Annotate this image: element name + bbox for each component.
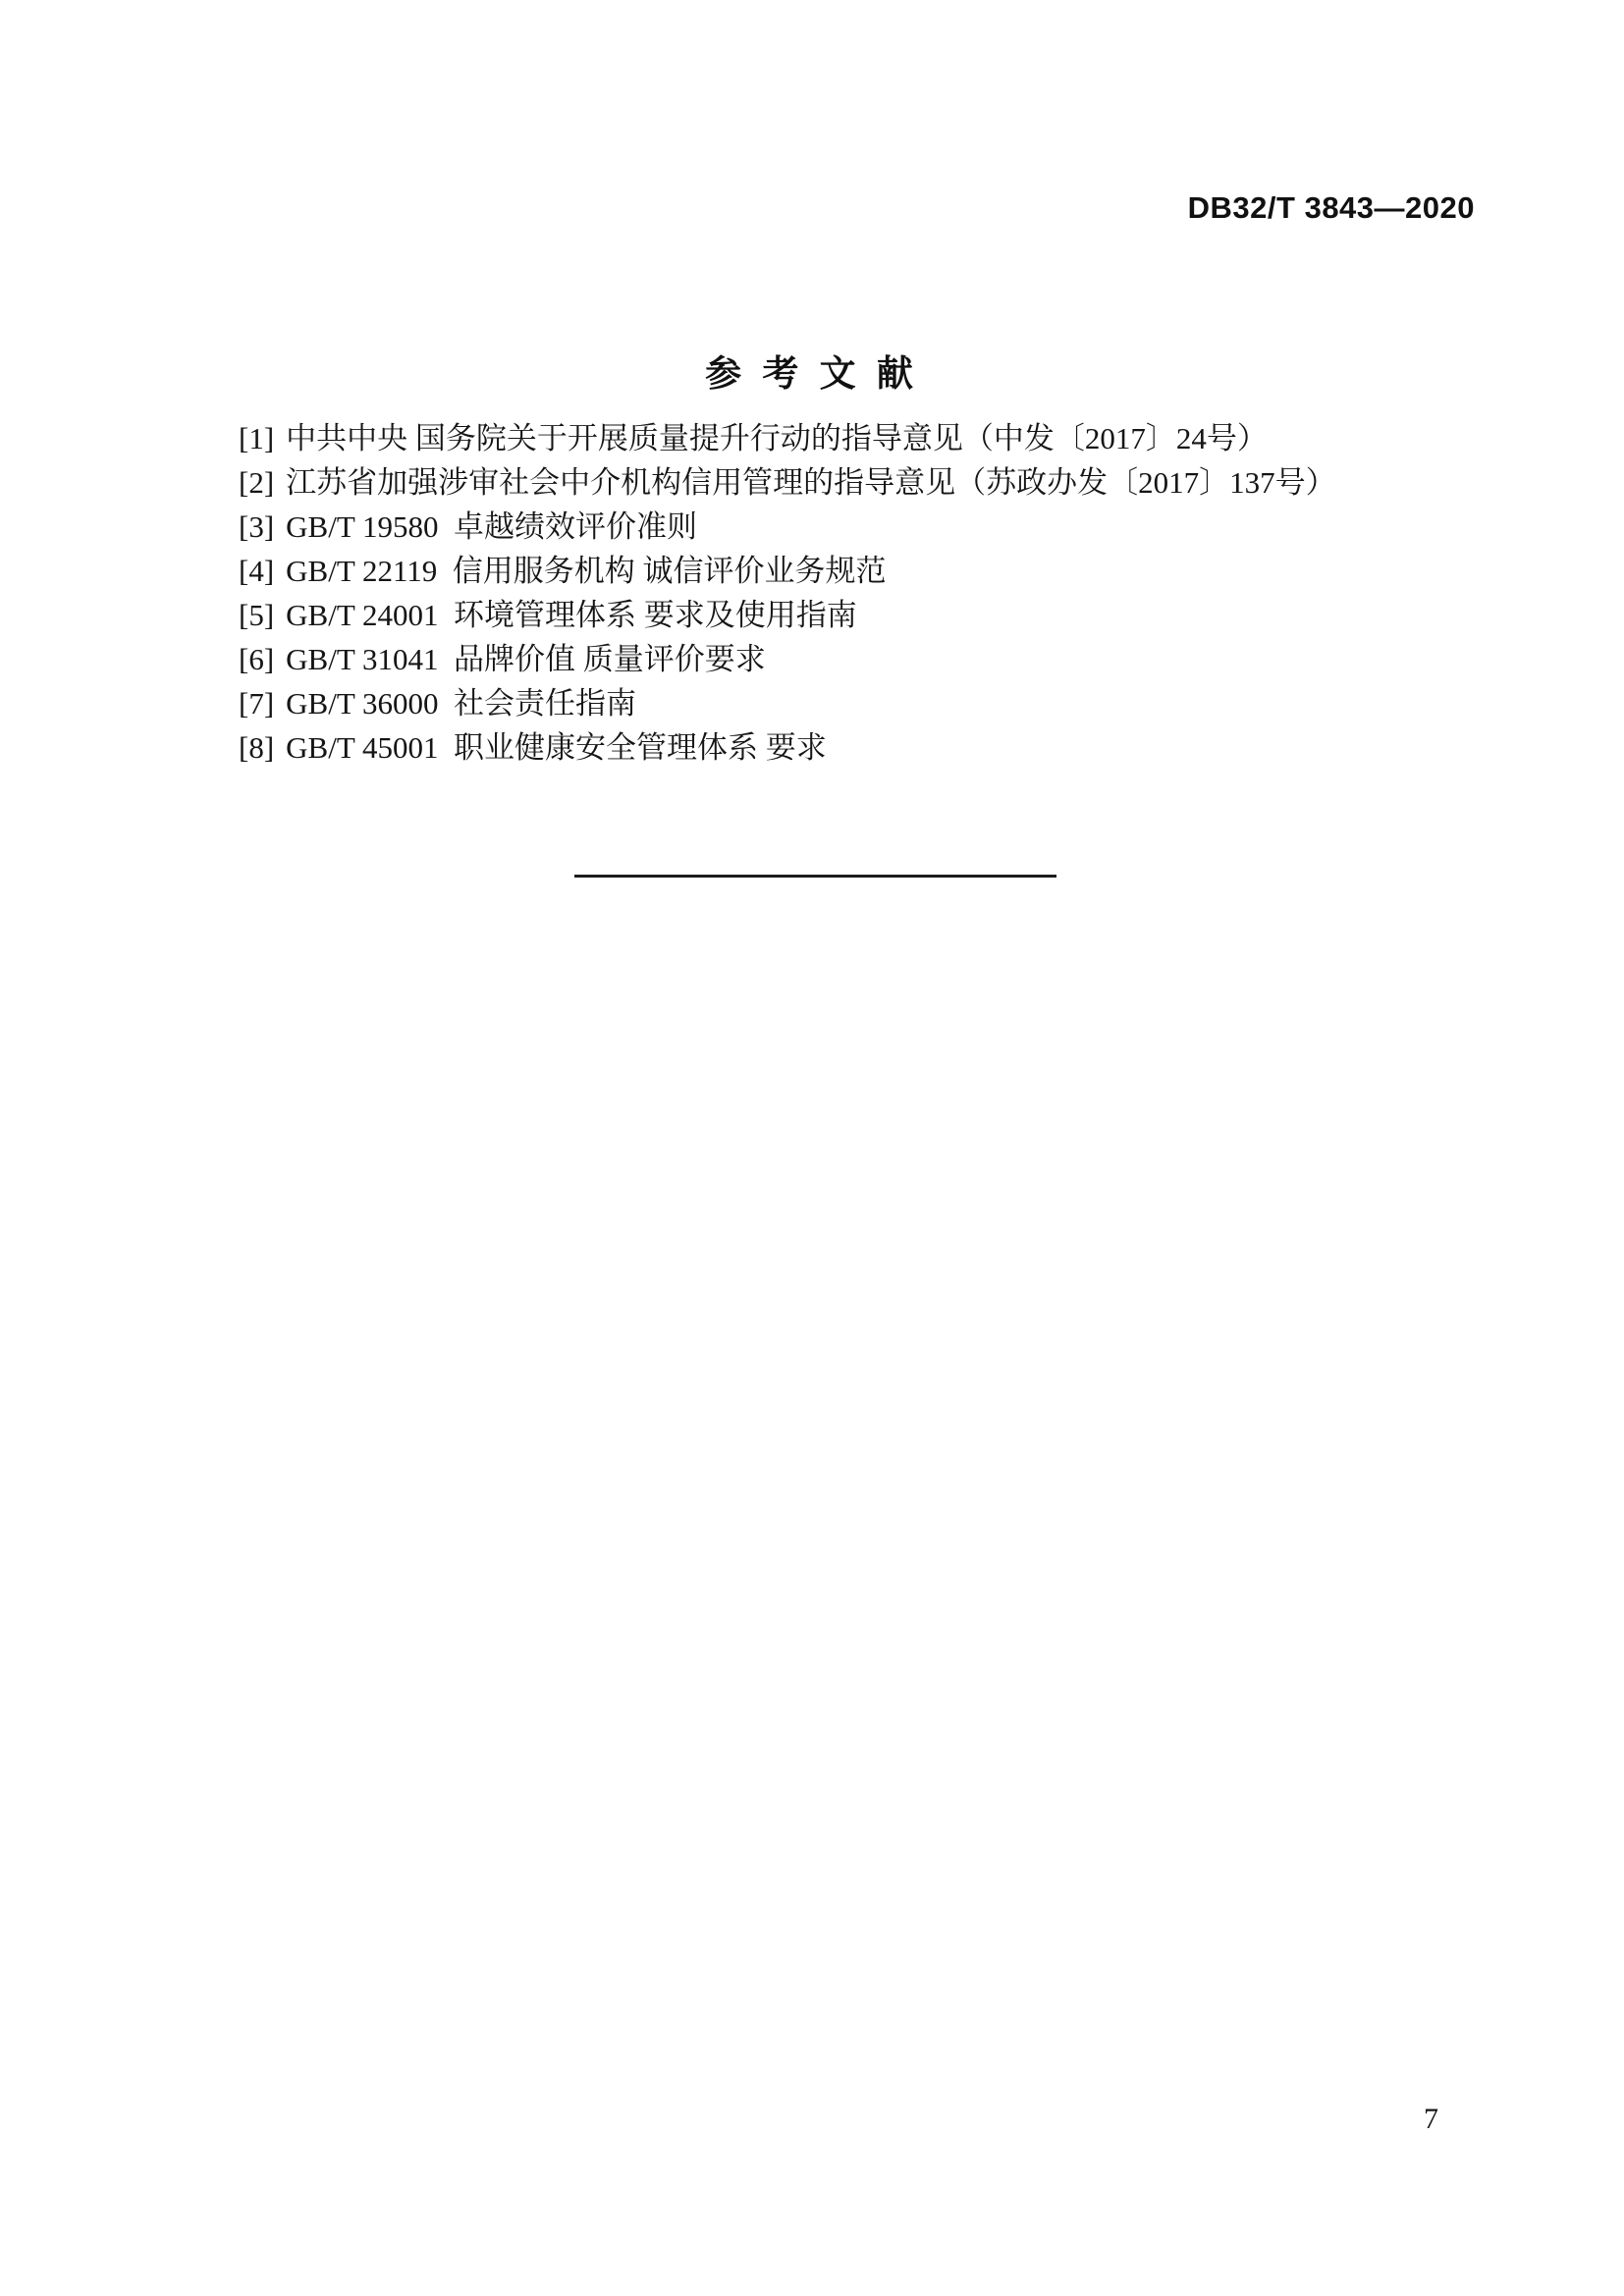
reference-item [239, 593, 1476, 637]
reference-item [239, 637, 1476, 681]
reference-label: [3] [239, 509, 275, 544]
reference-item [239, 416, 1476, 460]
reference-text: 江苏省加强涉审社会中介机构信用管理的指导意见（苏政办发〔2017〕137号） [286, 465, 1336, 500]
section-end-rule [574, 875, 1056, 878]
reference-text: GB/T 31041 品牌价值 质量评价要求 [286, 642, 766, 676]
reference-list [239, 416, 1476, 770]
reference-label: [6] [239, 642, 275, 676]
reference-label: [1] [239, 421, 275, 455]
reference-label: [4] [239, 554, 275, 588]
reference-item [239, 460, 1476, 505]
page-number: 7 [1424, 2103, 1438, 2135]
reference-item [239, 549, 1476, 593]
reference-label: [5] [239, 598, 275, 632]
reference-text: GB/T 45001 职业健康安全管理体系 要求 [286, 730, 827, 765]
reference-item [239, 505, 1476, 549]
reference-item [239, 681, 1476, 725]
standard-code-header: DB32/T 3843—2020 [1187, 190, 1475, 225]
reference-label: [2] [239, 465, 275, 500]
reference-label: [8] [239, 730, 275, 765]
reference-text: GB/T 24001 环境管理体系 要求及使用指南 [286, 598, 857, 632]
reference-text: GB/T 22119 信用服务机构 诚信评价业务规范 [286, 554, 887, 588]
reference-text: 中共中央 国务院关于开展质量提升行动的指导意见（中发〔2017〕24号） [286, 421, 1268, 455]
reference-text: GB/T 36000 社会责任指南 [286, 686, 636, 721]
reference-item [239, 725, 1476, 770]
reference-text: GB/T 19580 卓越绩效评价准则 [286, 509, 697, 544]
reference-label: [7] [239, 686, 275, 721]
page-title: 参 考 文 献 [705, 354, 919, 395]
